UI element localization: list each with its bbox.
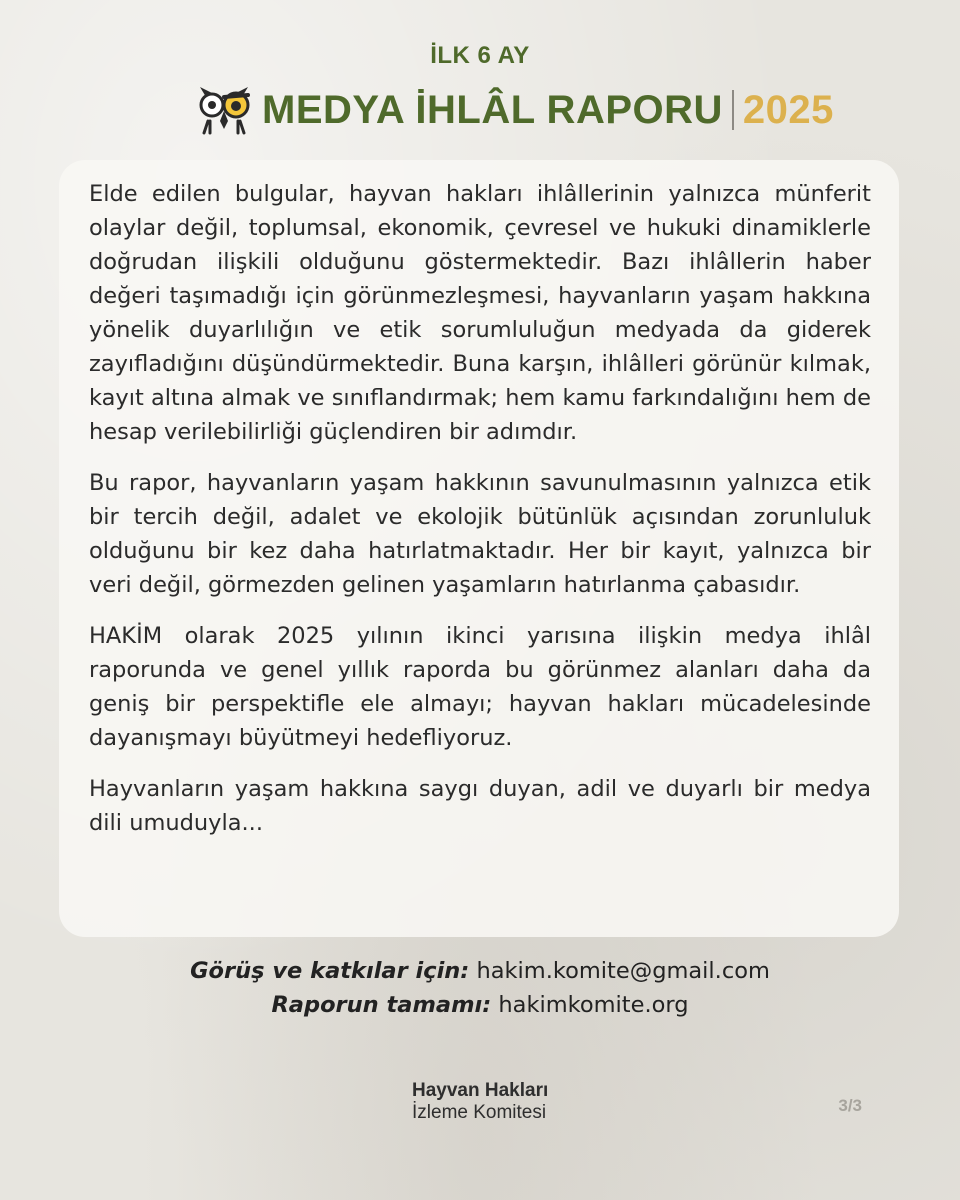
org-name-line2: İzleme Komitesi xyxy=(412,1102,547,1123)
feedback-label: Görüş ve katkılar için: xyxy=(190,958,470,984)
report-year: 2025 xyxy=(742,87,834,132)
report-title: MEDYA İHLÂL RAPORU xyxy=(262,87,723,132)
organization-logo xyxy=(412,1080,552,1124)
report-title-row xyxy=(196,82,834,138)
body-paragraph: Elde edilen bulgular, hayvan hakları ihlâllerinin yalnızca münferit olaylar değil, toplumsal, ekonomik, çevresel ve hukuki dinamiklerle doğrudan ilişkili olduğunu göstermektedir. Bazı ihlâllerin haber değeri taşımadığı için görünmezleşmesi, hayvanların yaşam hakkına yönelik duyarlılığın ve etik sorumluluğun medyada da giderek zayıfladığını düşündürmektedir. Buna karşın, ihlâlleri görünür kılmak, kayıt altına almak ve sınıflandırmak; hem kamu farkındalığını hem de hesap verilebilirliği güçlendiren bir adımdır. xyxy=(89,181,871,445)
report-body xyxy=(89,177,871,857)
title-divider xyxy=(732,90,734,130)
feedback-email[interactable]: hakim.komite@gmail.com xyxy=(476,958,770,984)
report-website[interactable]: hakimkomite.org xyxy=(498,992,689,1018)
feedback-contact xyxy=(0,958,960,984)
body-paragraph: HAKİM olarak 2025 yılının ikinci yarısına ilişkin medya ihlâl raporunda ve genel yıllık raporda bu görünmez alanları daha da geniş bir perspektifle ele almayı; hayvan hakları mücadelesinde dayanışmayı büyütmeyi hedefliyoruz. xyxy=(89,623,871,751)
report-kicker: İLK 6 AY xyxy=(430,42,530,69)
body-paragraph: Hayvanların yaşam hakkına saygı duyan, adil ve duyarlı bir medya dili umuduyla... xyxy=(89,776,871,836)
page-number: 3/3 xyxy=(838,1096,862,1115)
report-link xyxy=(0,992,960,1018)
owl-icon xyxy=(196,85,252,135)
org-name-line1: Hayvan Hakları xyxy=(412,1080,549,1101)
report-header xyxy=(0,42,960,70)
report-link-label: Raporun tamamı: xyxy=(271,992,492,1018)
body-paragraph: Bu rapor, hayvanların yaşam hakkının savunulmasının yalnızca etik bir tercih değil, adalet ve ekolojik bütünlük açısından zorunluluk olduğunu bir kez daha hatırlatmaktadır. Her bir kayıt, yalnızca bir veri değil, görmezden gelinen yaşamların hatırlanma çabasıdır. xyxy=(89,470,871,598)
